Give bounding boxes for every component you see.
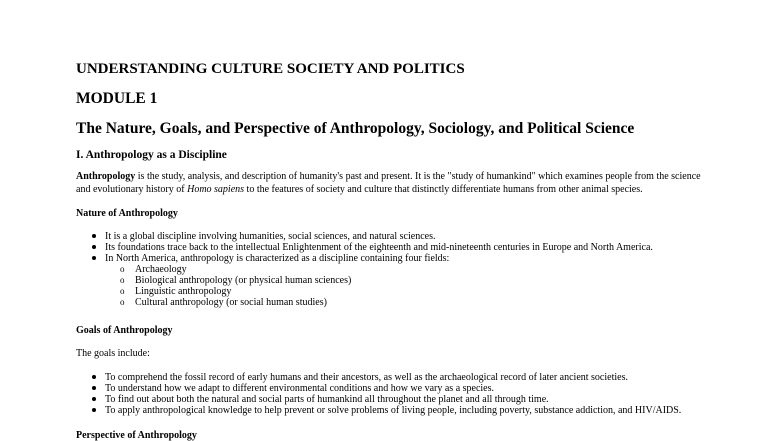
nature-heading: Nature of Anthropology: [76, 208, 178, 219]
list-item-text: To apply anthropological knowledge to help prevent or solve problems of living people, including poverty, substance addiction, and HIV/AIDS.: [105, 405, 682, 416]
bullet-icon: [92, 397, 96, 401]
goals-intro: The goals include:: [76, 348, 150, 359]
sub-bullet-marker: o: [120, 275, 125, 285]
field-item-text: Cultural anthropology (or social human studies): [135, 297, 327, 308]
field-item-text: Linguistic anthropology: [135, 286, 232, 297]
list-item-text: To understand how we adapt to different environmental conditions and how we vary as a species.: [105, 383, 495, 394]
field-item-text: Biological anthropology (or physical human sciences): [135, 275, 352, 286]
list-item-text: To comprehend the fossil record of early humans and their ancestors, as well as the archaeological record of later ancient societies.: [105, 372, 628, 383]
bullet-icon: [92, 375, 96, 379]
intro-text-part1: is the study, analysis, and description of humanity's past and present. It is the "study of humankind" which examines people from the science and evolutionary history of: [76, 171, 701, 195]
bullet-icon: [92, 234, 96, 238]
course-title: UNDERSTANDING CULTURE SOCIETY AND POLITICS: [76, 61, 465, 77]
list-item-text: To find out about both the natural and social parts of humankind all throughout the planet and all through time.: [105, 394, 549, 405]
list-item-text: In North America, anthropology is characterized as a discipline containing four fields:: [105, 253, 450, 264]
list-item-text: It is a global discipline involving humanities, social sciences, and natural sciences.: [105, 231, 436, 242]
sub-bullet-marker: o: [120, 286, 125, 296]
module-title: The Nature, Goals, and Perspective of Anthropology, Sociology, and Political Science: [76, 120, 635, 137]
field-item-text: Archaeology: [135, 264, 187, 275]
intro-text-part2: to the features of society and culture that distinctly differentiate humans from other animal species.: [244, 184, 643, 195]
section-heading: I. Anthropology as a Discipline: [76, 149, 227, 161]
bullet-icon: [92, 245, 96, 249]
perspective-heading: Perspective of Anthropology: [76, 430, 197, 441]
intro-paragraph: [76, 170, 716, 196]
bullet-icon: [92, 386, 96, 390]
intro-term: Anthropology: [76, 171, 136, 182]
list-item-text: Its foundations trace back to the intellectual Enlightenment of the eighteenth and mid-nineteenth centuries in Europe and North America.: [105, 242, 653, 253]
goals-heading: Goals of Anthropology: [76, 325, 173, 336]
sub-bullet-marker: o: [120, 264, 125, 274]
bullet-icon: [92, 408, 96, 412]
bullet-icon: [92, 256, 96, 260]
module-heading: MODULE 1: [76, 90, 158, 107]
sub-bullet-marker: o: [120, 297, 125, 307]
intro-italic-term: Homo sapiens: [187, 184, 245, 195]
